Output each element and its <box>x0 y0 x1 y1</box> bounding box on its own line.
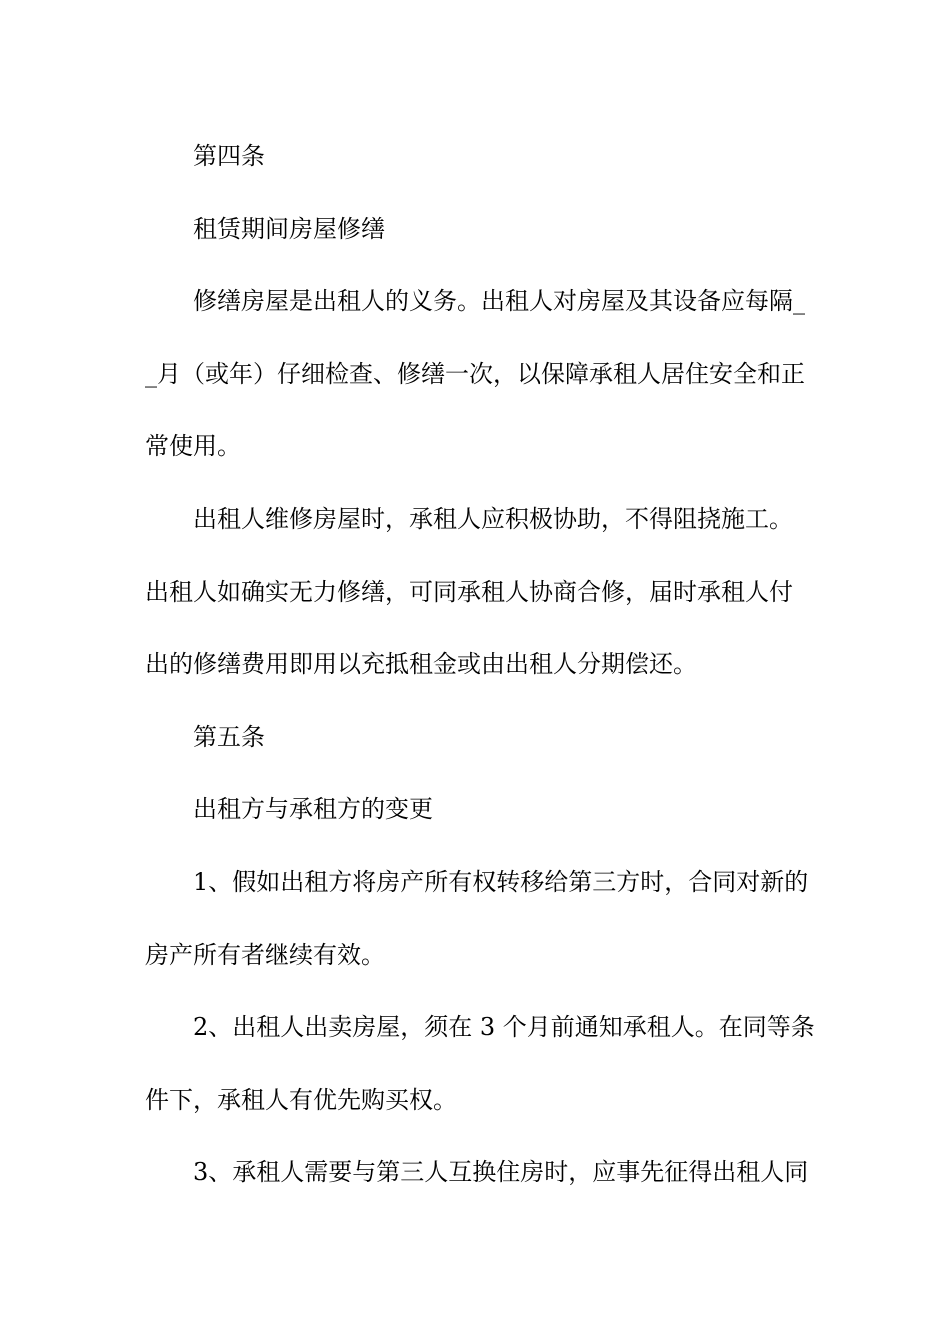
text-line: 出租人维修房屋时，承租人应积极协助，不得阻挠施工。 <box>193 504 793 533</box>
text-line: 出的修缮费用即用以充抵租金或由出租人分期偿还。 <box>145 650 697 679</box>
paragraph <box>145 483 810 701</box>
document-body <box>145 120 815 1209</box>
text-line: 第四条 <box>193 142 265 170</box>
paragraph <box>145 265 810 483</box>
text-line: 出租方与承租方的变更 <box>193 795 433 824</box>
text-line: _月（或年）仔细检查、修缮一次，以保障承租人居住安全和正 <box>145 359 805 388</box>
text-line: 修缮房屋是出租人的义务。出租人对房屋及其设备应每隔_ <box>193 287 805 316</box>
text-line: 租赁期间房屋修缮 <box>193 214 385 243</box>
text-line: 第五条 <box>193 722 265 751</box>
text-line: 房产所有者继续有效。 <box>145 940 385 969</box>
text-line: 常使用。 <box>145 432 241 461</box>
paragraph <box>145 1136 810 1209</box>
text-line: 2、出租人出卖房屋，须在 3 个月前通知承租人。在同等条 <box>193 1013 815 1042</box>
text-line: 3、承租人需要与第三人互换住房时，应事先征得出租人同 <box>193 1158 809 1187</box>
paragraph <box>145 701 810 774</box>
text-line: 1、假如出租方将房产所有权转移给第三方时，合同对新的 <box>193 867 809 896</box>
paragraph <box>145 846 810 991</box>
text-line: 件下，承租人有优先购买权。 <box>145 1085 457 1114</box>
paragraph <box>145 120 810 193</box>
text-line: 出租人如确实无力修缮，可同承租人协商合修，届时承租人付 <box>145 577 793 606</box>
paragraph <box>145 773 810 846</box>
paragraph <box>145 193 810 266</box>
paragraph <box>145 991 815 1136</box>
